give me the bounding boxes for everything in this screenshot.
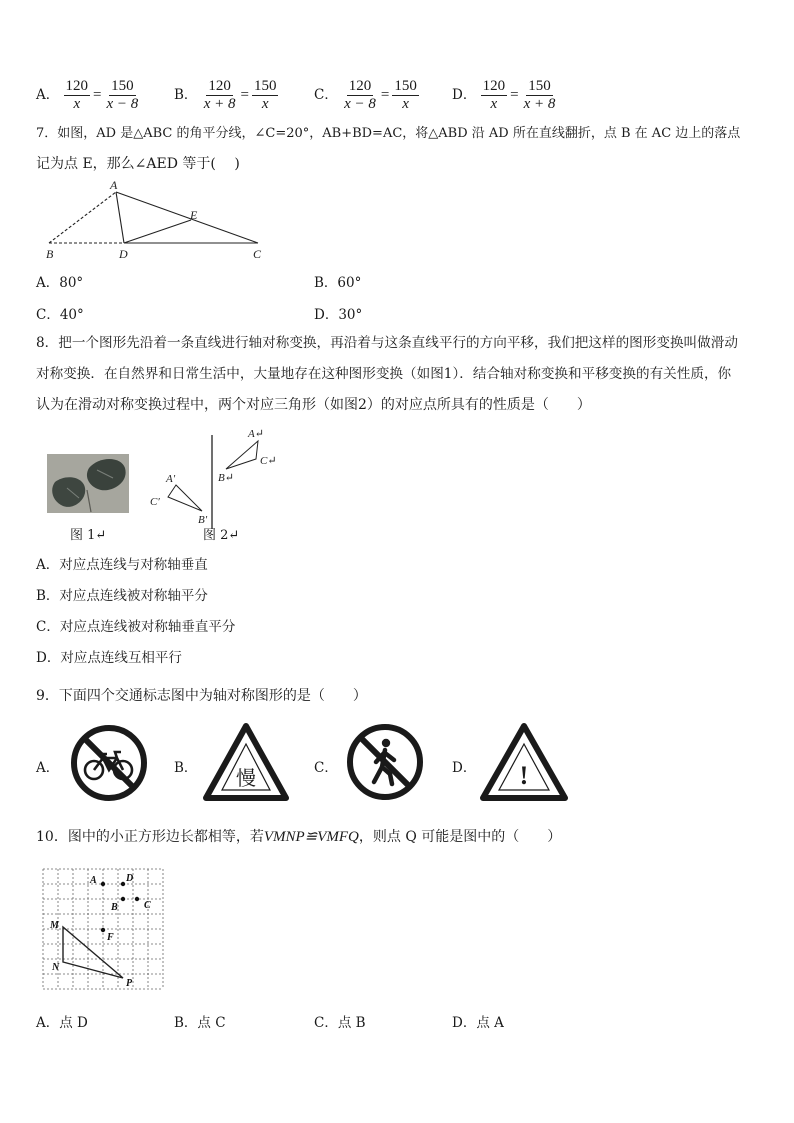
q8-fig1-leaves-photo — [47, 454, 129, 513]
q8-fig2-triangle-abc — [226, 441, 258, 469]
q8-stem-line3: 认为在滑动对称变换过程中，两个对应三角形（如图2）的对应点所具有的性质是（ ） — [36, 397, 591, 413]
q7-label-e: E — [190, 208, 198, 222]
q10-label-b: B — [111, 902, 118, 913]
q10-option-b[interactable]: B．点 C — [174, 1015, 226, 1031]
q8-option-c[interactable]: C．对应点连线被对称轴垂直平分 — [36, 619, 236, 635]
q6-option-a[interactable]: A． $\frac{120}{x}$ = $\frac{150}{x - 8}$ — [36, 78, 139, 112]
q10-label-p: P — [126, 978, 133, 989]
q9-option-a-letter[interactable]: A． — [36, 760, 60, 776]
q8-option-d[interactable]: D．对应点连线互相平行 — [36, 650, 182, 666]
q6-option-b[interactable]: B． $\frac{120}{x + 8}$ = $\frac{150}{x}$ — [174, 78, 277, 112]
q6-a-left-fraction: $\frac{120}{x}$ — [65, 78, 89, 112]
q7-seg-ba — [49, 192, 116, 243]
q10-point-a — [101, 882, 105, 886]
q10-stem — [36, 828, 561, 846]
q10-label-d: D — [126, 873, 134, 884]
q8-option-a[interactable]: A．对应点连线与对称轴垂直 — [36, 557, 208, 573]
q6-b-left-fraction: $\frac{120}{x + 8}$ — [203, 78, 236, 112]
q6-d-right-fraction: $\frac{150}{x + 8}$ — [523, 78, 556, 112]
q7-option-c[interactable]: C．40° — [36, 307, 84, 323]
q8-fig2-label-c1: C′ — [150, 496, 160, 508]
q6-option-c[interactable]: C． $\frac{120}{x - 8}$ = $\frac{150}{x}$ — [314, 78, 417, 112]
q6-option-a-letter: A． — [36, 87, 60, 103]
slow-sign-text: 慢 — [236, 768, 256, 790]
q8-fig2-label-a1: A′ — [166, 473, 176, 485]
q10-point-d — [121, 882, 125, 886]
q6-c-left-fraction: $\frac{120}{x - 8}$ — [344, 78, 376, 112]
warning-sign-icon — [479, 722, 569, 802]
q8-fig2-label-a: A↵ — [248, 428, 264, 440]
q8-option-b[interactable]: B．对应点连线被对称轴平分 — [36, 588, 208, 604]
q10-triangle-mnp — [63, 927, 123, 978]
q10-option-d[interactable]: D．点 A — [452, 1015, 504, 1031]
slow-down-sign-icon — [202, 722, 290, 802]
q10-point-f — [101, 928, 105, 932]
q10-point-c — [135, 897, 139, 901]
q8-fig1-caption: 图 1↵ — [70, 528, 107, 543]
q10-option-a[interactable]: A．点 D — [36, 1015, 88, 1031]
q6-c-right-fraction: $\frac{150}{x}$ — [394, 78, 417, 112]
q7-label-a: A — [110, 178, 118, 192]
warning-sign-text: ! — [519, 761, 529, 790]
q10-label-c: C — [144, 900, 151, 911]
q7-stem-line2: 记为点 E，那么∠AED 等于( ) — [36, 156, 240, 172]
q8-fig2-triangle-a1b1c1 — [168, 485, 202, 511]
q8-fig2-caption: 图 2↵ — [203, 528, 240, 543]
q10-label-f: F — [107, 932, 114, 943]
q9-option-c-letter[interactable]: C． — [314, 760, 338, 776]
no-bicycle-sign-icon — [69, 724, 149, 802]
q6-option-c-letter: C． — [314, 87, 338, 103]
q7-seg-ad — [116, 192, 124, 243]
q7-stem-line1: 7．如图，AD 是△ABC 的角平分线，∠C=20°，AB+BD=AC，将△ABD 沿 AD 所在直线翻折，点 B 在 AC 边上的落点 — [36, 126, 741, 141]
q10-point-b — [121, 897, 125, 901]
q7-option-d[interactable]: D．30° — [314, 307, 363, 323]
no-pedestrian-sign-icon — [344, 722, 426, 802]
q8-stem-line2: 对称变换．在自然界和日常生活中，大量地存在这种图形变换（如图1）．结合轴对称变换和平移变换的有关性质，你 — [36, 366, 732, 382]
q10-label-a: A — [90, 875, 97, 886]
q10-label-m: M — [50, 920, 59, 931]
q9-option-d-letter[interactable]: D． — [452, 760, 477, 776]
q7-seg-ac — [116, 192, 258, 243]
q9-option-b-letter[interactable]: B． — [174, 760, 198, 776]
q7-seg-de — [124, 220, 191, 243]
q6-option-d-letter: D． — [452, 87, 477, 103]
q7-label-b: B — [46, 247, 54, 261]
q9-stem: 9．下面四个交通标志图中为轴对称图形的是（ ） — [36, 688, 367, 704]
q10-stem-pre: 10．图中的小正方形边长都相等，若 — [36, 829, 264, 845]
q10-stem-post: ，则点 Q 可能是图中的（ ） — [358, 829, 562, 845]
q6-option-d[interactable]: D． $\frac{120}{x}$ = $\frac{150}{x + 8}$ — [452, 78, 556, 112]
q6-d-left-fraction: $\frac{120}{x}$ — [482, 78, 506, 112]
q7-option-b[interactable]: B．60° — [314, 275, 362, 291]
q10-option-c[interactable]: C．点 B — [314, 1015, 366, 1031]
q10-label-n: N — [52, 962, 60, 973]
q8-fig2-glide-reflection — [146, 425, 280, 529]
q7-label-d: D — [119, 247, 128, 261]
q6-a-right-fraction: $\frac{150}{x - 8}$ — [106, 78, 139, 112]
q8-fig2-label-b: B↵ — [218, 472, 234, 484]
q6-b-right-fraction: $\frac{150}{x}$ — [253, 78, 277, 112]
q7-label-c: C — [253, 247, 262, 261]
q10-congruence: VMNP≌VMFQ — [263, 829, 359, 845]
q10-grid-figure — [40, 866, 168, 994]
q6-option-b-letter: B． — [174, 87, 198, 103]
q7-triangle-figure — [36, 176, 276, 266]
q7-option-a[interactable]: A．80° — [36, 275, 84, 291]
q8-fig2-label-c: C↵ — [260, 455, 277, 467]
q8-stem-line1: 8．把一个图形先沿着一条直线进行轴对称变换，再沿着与这条直线平行的方向平移，我们把这样的图形变换叫做滑动 — [36, 335, 738, 351]
q8-fig2-label-b1: B′ — [198, 514, 208, 526]
